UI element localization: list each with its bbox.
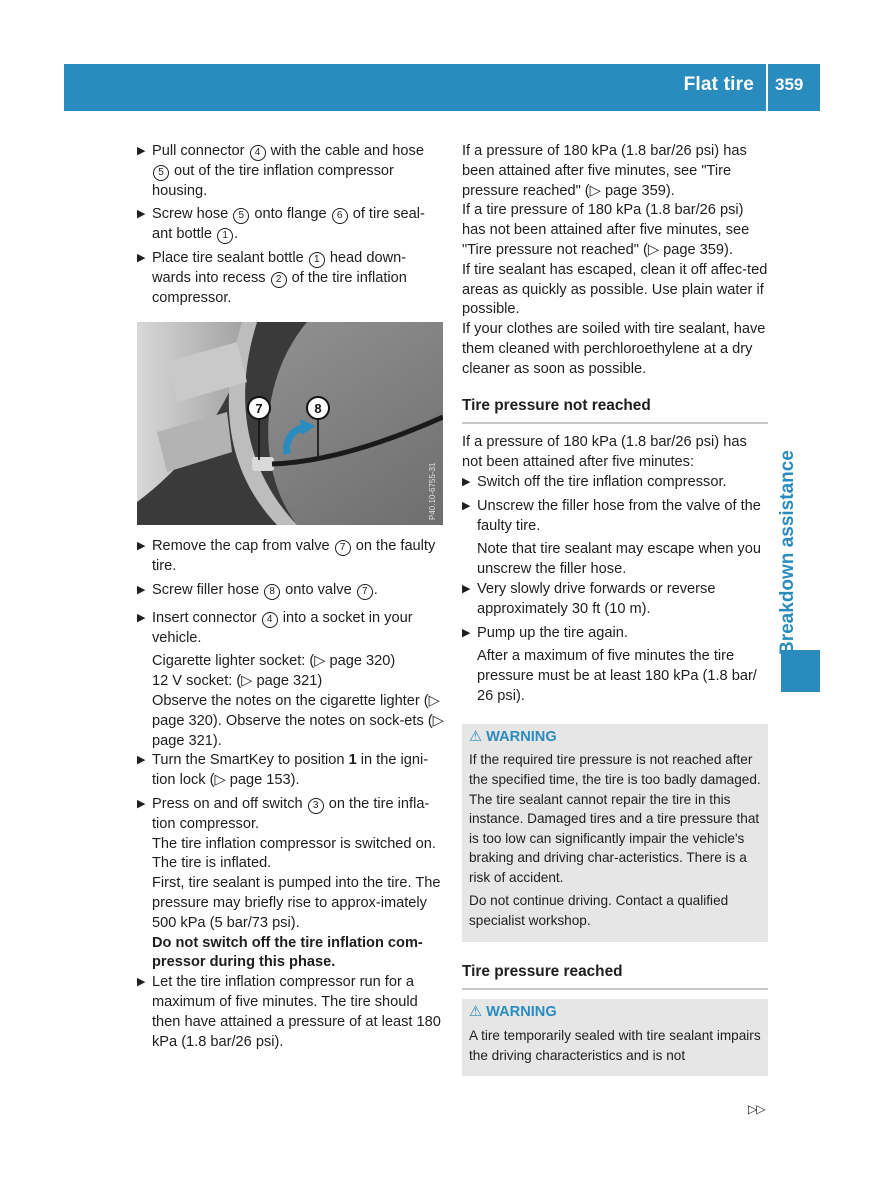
triangle-bullet-icon: ▶ [137,208,146,221]
triangle-bullet-icon: ▶ [137,797,146,810]
step-switch-off: ▶ Switch off the tire inflation compressor. [462,473,768,493]
right-column [462,142,768,1076]
callout-1: 1 [309,252,325,268]
socket-note-12v: 12 V socket: (▷ page 321) [152,673,323,690]
callout-7: 7 [357,584,373,600]
section-tab [781,650,820,692]
para-clothes-soiled: If your clothes are soiled with tire sealant, have them cleaned with perchloroethylene at a dry cleaner as soon as possible. [462,321,766,377]
step-turn-smartkey: ▶ Turn the SmartKey to position 1 in the igni-tion lock (▷ page 153). [137,752,429,789]
step-place-bottle: ▶ Place tire sealant bottle 1 head down-wards into recess 2 of the tire inflation compressor. [137,249,407,306]
step-insert-connector: ▶ Insert connector 4 into a socket in your vehicle. [137,609,413,646]
triangle-bullet-icon: ▶ [137,540,146,553]
callout-6: 6 [332,208,348,224]
para-not-attained-intro: If a pressure of 180 kPa (1.8 bar/26 psi) has not been attained after five minutes: [462,434,747,471]
compressor-result: The tire inflation compressor is switched on. The tire is inflated. [152,835,436,872]
section-label: Breakdown assistance [777,450,798,655]
triangle-bullet-icon: ▶ [462,475,471,488]
callout-1: 1 [217,228,233,244]
socket-note-cigarette: Cigarette lighter socket: (▷ page 320) [152,653,396,670]
warning-triangle-icon: ⚠ [469,1004,483,1021]
page-header [64,64,820,111]
heading-reached: Tire pressure reached [462,962,768,991]
page-number: 359 [775,75,804,94]
left-column [137,142,444,1056]
figure-callout-7: 7 [255,401,263,417]
triangle-bullet-icon: ▶ [462,626,471,639]
triangle-bullet-icon: ▶ [137,754,146,767]
warning-heading: ⚠ WARNING [469,1004,557,1021]
pressure-note: First, tire sealant is pumped into the tire. The pressure may briefly rise to approx-imately 500 kPa (5 bar/73 psi). [152,875,441,931]
callout-5: 5 [153,165,169,181]
para-pressure-not-attained: If a tire pressure of 180 kPa (1.8 bar/26 psi) has not been attained after five minutes, see "Tire pressure not reached" (▷ page 359). [462,202,750,258]
para-pressure-attained: If a pressure of 180 kPa (1.8 bar/26 psi) has been attained after five minutes, see "Tire pressure reached" (▷ page 359). [462,143,747,199]
heading-not-reached: Tire pressure not reached [462,396,768,425]
triangle-bullet-icon: ▶ [137,145,146,157]
warning-box-not-reached [462,724,768,942]
step-drive-slowly: ▶ Very slowly drive forwards or reverse approximately 30 ft (10 m). [462,580,716,617]
step-pull-connector: ▶ Pull connector 4 with the cable and hose 5 out of the tire inflation compressor housing. [137,143,424,199]
callout-4: 4 [250,145,266,161]
warning-heading: ⚠ WARNING [469,728,557,745]
callout-4: 4 [262,612,278,628]
step-pump-again: ▶ Pump up the tire again. [462,624,768,644]
warning-box-reached [462,999,768,1076]
pump-result-note: After a maximum of five minutes the tire pressure must be at least 180 kPa (1.8 bar/ 26 psi). [477,648,757,704]
tire-valve-illustration [137,322,443,525]
step-remove-cap: ▶ Remove the cap from valve 7 on the faulty tire. [137,538,436,575]
page-title: Flat tire [683,74,754,95]
do-not-switch-off-note: Do not switch off the tire inflation com-pressor during this phase. [152,934,423,971]
step-screw-hose: ▶ Screw hose 5 onto flange 6 of tire seal-ant bottle 1 . [137,206,425,243]
callout-2: 2 [271,272,287,288]
warning-text: A tire temporarily sealed with tire sealant impairs the driving characteristics and is not [469,1028,761,1063]
triangle-bullet-icon: ▶ [137,583,146,596]
triangle-bullet-icon: ▶ [137,611,146,624]
warning-triangle-icon: ⚠ [469,728,483,745]
warning-instruction: Do not continue driving. Contact a qualified specialist workshop. [469,893,729,929]
triangle-bullet-icon: ▶ [462,499,471,512]
continue-arrow-icon: ▷▷ [748,1102,765,1116]
step-screw-filler-hose: ▶ Screw filler hose 8 onto valve 7 . [137,581,444,601]
step-let-run: ▶ Let the tire inflation compressor run for a maximum of five minutes. The tire should then have attained a pressure of at least 180 kPa (1.8 bar/26 psi). [137,974,441,1050]
callout-3: 3 [308,798,324,814]
sealant-escape-note: Note that tire sealant may escape when you unscrew the filler hose. [477,541,761,578]
callout-7: 7 [335,540,351,556]
callout-8: 8 [264,584,280,600]
warning-text: If the required tire pressure is not reached after the specified time, the tire is too badly damaged. The tire sealant cannot repair the tire in this instance. Damaged tires and a tire pressure that is too low can significantly impair the vehicle's braking and driving char-acteristics. There is a risk of accident. [469,752,761,885]
figure-callout-8: 8 [314,401,322,417]
step-press-switch: ▶ Press on and off switch 3 on the tire infla-tion compressor. [137,795,430,832]
triangle-bullet-icon: ▶ [137,976,146,989]
figure-code: P40.10-6755-31 [428,462,437,521]
socket-note-observe: Observe the notes on the cigarette lighter (▷ page 320). Observe the notes on sock-ets (▷ page 321). [152,692,444,749]
header-divider [766,64,768,111]
callout-5: 5 [233,208,249,224]
triangle-bullet-icon: ▶ [137,251,146,264]
step-unscrew-hose: ▶ Unscrew the filler hose from the valve of the faulty tire. [462,497,761,534]
triangle-bullet-icon: ▶ [462,582,471,595]
para-sealant-escaped: If tire sealant has escaped, clean it off affec-ted areas as quickly as possible. Use plain water if possible. [462,261,768,318]
